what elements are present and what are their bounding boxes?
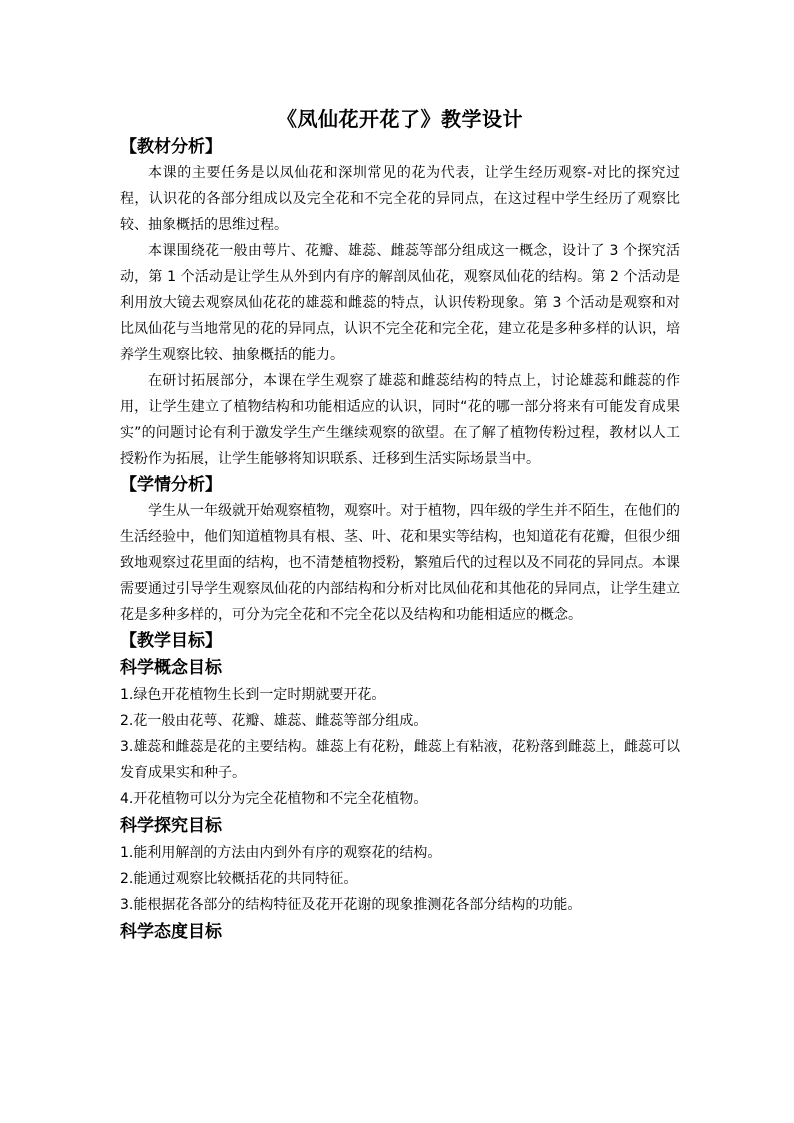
- document-title: 《凤仙花开花了》教学设计: [277, 107, 523, 131]
- paragraph: 在研讨拓展部分，本课在学生观察了雄蕊和雌蕊结构的特点上，讨论雄蕊和雌蕊的作用，让学生建立了植物结构和功能相适应的认识，同时“花的哪一部分将来有可能发育成果实”的问题讨论有利于激发学生产生继续观察的欲望。在了解了植物传粉过程，教材以人工授粉作为拓展，让学生能够将知识联系、迁移到生活实际场景当中。: [120, 373, 680, 467]
- section-heading-teaching-goals: 【教学目标】: [120, 631, 222, 651]
- list-item: 3.能根据花各部分的结构特征及花开花谢的现象推测花各部分结构的功能。: [120, 897, 582, 913]
- list-item: 2.能通过观察比较概括花的共同特征。: [120, 871, 358, 887]
- list-item: 3.雄蕊和雌蕊是花的主要结构。雄蕊上有花粉，雌蕊上有粘液，花粉落到雌蕊上，雌蕊可以发育成果实和种子。: [120, 739, 680, 781]
- list-item: 4.开花植物可以分为完全花植物和不完全花植物。: [120, 791, 428, 807]
- paragraph: 学生从一年级就开始观察植物，观察叶。对于植物，四年级的学生并不陌生，在他们的生活经验中，他们知道植物具有根、茎、叶、花和果实等结构，也知道花有花瓣，但很少细致地观察过花里面的结构，也不清楚植物授粉，繁殖后代的过程以及不同花的异同点。本课需要通过引导学生观察凤仙花的内部结构和分析对比凤仙花和其他花的异同点，让学生建立花是多种多样的，可分为完全花和不完全花以及结构和功能相适应的概念。: [120, 503, 680, 623]
- document-page: [120, 104, 680, 946]
- paragraph: 本课围绕花一般由萼片、花瓣、雄蕊、雌蕊等部分组成这一概念，设计了 3 个探究活动，第 1 个活动是让学生从外到内有序的解剖凤仙花，观察凤仙花的结构。第 2 个活动是利用放大镜去观察凤仙花花的雄蕊和雌蕊的特点，认识传粉现象。第 3 个活动是观察和对比凤仙花与当地常见的花的异同点，认识不完全花和完全花，建立花是多种多样的认识，培养学生观察比较、抽象概括的能力。: [120, 243, 680, 363]
- subheading-attitude-goals: 科学态度目标: [120, 922, 222, 942]
- list-item: 1.绿色开花植物生长到一定时期就要开花。: [120, 687, 386, 703]
- section-heading-learner-analysis: 【学情分析】: [120, 475, 222, 495]
- paragraph: 本课的主要任务是以凤仙花和深圳常见的花为代表，让学生经历观察-对比的探究过程，认识花的各部分组成以及完全花和不完全花的异同点，在这过程中学生经历了观察比较、抽象概括的思维过程。: [120, 165, 680, 233]
- subheading-concept-goals: 科学概念目标: [120, 658, 222, 678]
- list-item: 1.能利用解剖的方法由内到外有序的观察花的结构。: [120, 845, 442, 861]
- section-heading-material-analysis: 【教材分析】: [120, 137, 222, 157]
- list-item: 2.花一般由花萼、花瓣、雄蕊、雌蕊等部分组成。: [120, 713, 428, 729]
- subheading-inquiry-goals: 科学探究目标: [120, 816, 222, 836]
